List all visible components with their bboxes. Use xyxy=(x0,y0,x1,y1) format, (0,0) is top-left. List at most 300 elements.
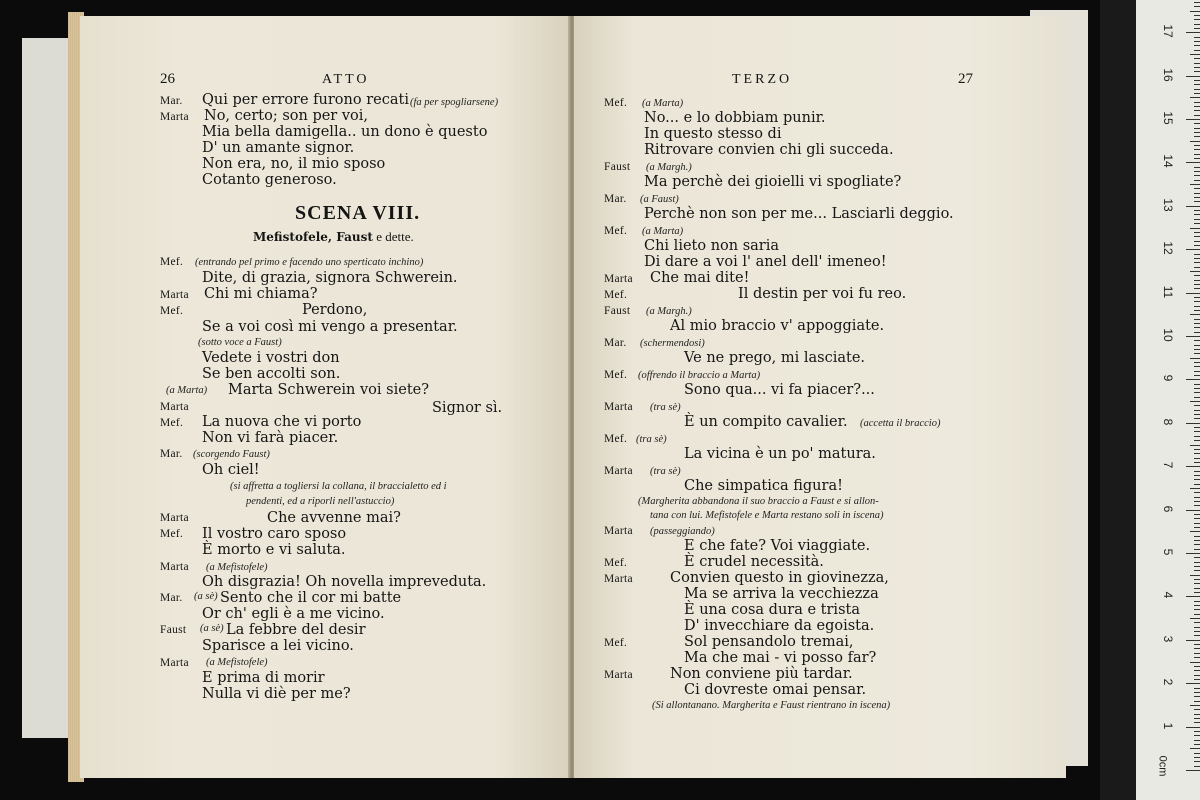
ruler-tick xyxy=(1190,531,1200,532)
ruler-tick xyxy=(1194,479,1200,480)
ruler-tick xyxy=(1194,41,1200,42)
ruler-tick xyxy=(1194,501,1200,502)
ruler-tick xyxy=(1194,605,1200,606)
verse-line: La nuova che vi porto xyxy=(202,414,362,430)
speaker: Marta xyxy=(160,512,189,524)
ruler-tick xyxy=(1194,648,1200,649)
ruler-tick xyxy=(1194,353,1200,354)
stage-direction: (Margherita abbandona il suo braccio a Faust e si allon- xyxy=(638,496,879,507)
verse-line: Nulla vi diè per me? xyxy=(202,686,351,702)
ruler-tick xyxy=(1194,149,1200,150)
ruler-tick xyxy=(1194,527,1200,528)
scene-character-names: Mefistofele, Faust xyxy=(253,230,373,244)
ruler-tick xyxy=(1194,167,1200,168)
stage-direction: tana con lui. Mefistofele e Marta restano soli in iscena) xyxy=(650,510,884,521)
ruler-tick xyxy=(1190,575,1200,576)
ruler-tick xyxy=(1186,596,1200,597)
speaker: Mar. xyxy=(604,337,627,349)
verse-line: Sparisce a lei vicino. xyxy=(202,638,354,654)
ruler-tick xyxy=(1194,366,1200,367)
stage-direction: (tra sè) xyxy=(650,402,681,413)
ruler-tick xyxy=(1194,484,1200,485)
measuring-ruler xyxy=(1136,0,1200,800)
ruler-tick xyxy=(1194,410,1200,411)
stage-direction: (tra sè) xyxy=(650,466,681,477)
ruler-tick xyxy=(1194,675,1200,676)
ruler-tick xyxy=(1194,80,1200,81)
ruler-tick xyxy=(1194,175,1200,176)
ruler-tick xyxy=(1194,171,1200,172)
ruler-tick xyxy=(1194,679,1200,680)
ruler-tick xyxy=(1194,214,1200,215)
verse-line: Oh ciel! xyxy=(202,462,260,478)
ruler-tick xyxy=(1194,392,1200,393)
verse-line: Di dare a voi l' anel dell' imeneo! xyxy=(644,254,887,270)
ruler-tick xyxy=(1194,670,1200,671)
left-page xyxy=(80,16,570,778)
ruler-tick xyxy=(1190,488,1200,489)
ruler-number: 14 xyxy=(1161,154,1175,169)
stage-direction: (a Mefistofele) xyxy=(206,657,268,668)
ruler-tick xyxy=(1194,418,1200,419)
ruler-tick xyxy=(1194,319,1200,320)
speaker: Mef. xyxy=(604,433,628,445)
right-page xyxy=(574,16,1066,778)
ruler-tick xyxy=(1194,340,1200,341)
ruler-tick xyxy=(1194,6,1200,7)
ruler-tick xyxy=(1194,241,1200,242)
ruler-tick xyxy=(1194,384,1200,385)
ruler-tick xyxy=(1186,466,1200,467)
ruler-number: 4 xyxy=(1161,592,1175,599)
scene-characters-rest: e dette. xyxy=(376,229,414,244)
ruler-tick xyxy=(1194,63,1200,64)
ruler-tick xyxy=(1194,154,1200,155)
verse-line: No... e lo dobbiam punir. xyxy=(644,110,826,126)
ruler-tick xyxy=(1194,566,1200,567)
verse-line: È una cosa dura e trista xyxy=(684,602,860,618)
verse-line: E che fate? Voi viaggiate. xyxy=(684,538,871,554)
speaker: Mef. xyxy=(604,289,628,301)
ruler-tick xyxy=(1194,497,1200,498)
verse-line: La vicina è un po' matura. xyxy=(684,446,876,462)
stage-direction: (a sè) xyxy=(194,591,218,602)
ruler-tick xyxy=(1190,705,1200,706)
verse-line: Ma se arriva la vecchiezza xyxy=(684,586,879,602)
verse-line: Che mai dite! xyxy=(650,270,750,286)
ruler-tick xyxy=(1190,358,1200,359)
ruler-tick xyxy=(1194,709,1200,710)
stage-direction: (Si allontanano. Margherita e Faust rientrano in iscena) xyxy=(652,700,891,711)
ruler-tick xyxy=(1186,683,1200,684)
ruler-tick xyxy=(1194,102,1200,103)
ruler-tick xyxy=(1186,249,1200,250)
speaker: Faust xyxy=(604,161,631,173)
ruler-tick xyxy=(1194,692,1200,693)
ruler-number: 7 xyxy=(1161,461,1175,469)
ruler-number: 10 xyxy=(1161,328,1175,342)
ruler-tick xyxy=(1194,536,1200,537)
ruler-tick xyxy=(1194,232,1200,233)
stage-direction: (offrendo il braccio a Marta) xyxy=(638,370,761,381)
ruler-tick xyxy=(1186,423,1200,424)
ruler-tick xyxy=(1194,323,1200,324)
verse-line: Sono qua... vi fa piacer?... xyxy=(684,382,875,398)
ruler-tick xyxy=(1194,761,1200,762)
ruler-tick xyxy=(1194,492,1200,493)
ruler-tick xyxy=(1194,549,1200,550)
ruler-tick xyxy=(1186,770,1200,771)
ruler-tick xyxy=(1194,609,1200,610)
verse-line: Che avvenne mai? xyxy=(267,510,401,526)
verse-line: Sol pensandolo tremai, xyxy=(684,634,854,650)
verse-line: Se a voi così mi vengo a presentar. xyxy=(202,319,458,335)
verse-line: Mia bella damigella.. un dono è questo xyxy=(202,124,488,140)
ruler-tick xyxy=(1194,301,1200,302)
ruler-tick xyxy=(1194,405,1200,406)
ruler-tick xyxy=(1194,280,1200,281)
ruler-tick xyxy=(1194,132,1200,133)
ruler-tick xyxy=(1194,2,1200,3)
ruler-tick xyxy=(1194,84,1200,85)
ruler-tick xyxy=(1194,362,1200,363)
stage-direction: (scorgendo Faust) xyxy=(193,449,270,460)
speaker: Marta xyxy=(604,525,633,537)
stage-direction: pendenti, ed a riporli nell'astuccio) xyxy=(246,496,395,507)
ruler-tick xyxy=(1194,518,1200,519)
ruler-tick xyxy=(1194,505,1200,506)
verse-line: È morto e vi saluta. xyxy=(202,542,346,558)
stage-direction: (fa per spogliarsene) xyxy=(410,97,499,108)
ruler-tick xyxy=(1194,332,1200,333)
stage-direction: (schermendosi) xyxy=(640,338,705,349)
ruler-tick xyxy=(1194,223,1200,224)
ruler-tick xyxy=(1194,588,1200,589)
stage-direction: (a Marta) xyxy=(166,385,208,396)
ruler-tick xyxy=(1194,601,1200,602)
ruler-tick xyxy=(1186,336,1200,337)
ruler-tick xyxy=(1194,197,1200,198)
ruler-tick xyxy=(1194,284,1200,285)
ruler-tick xyxy=(1186,32,1200,33)
ruler-tick xyxy=(1194,757,1200,758)
verse-line: No, certo; son per voi, xyxy=(204,108,369,124)
ruler-tick xyxy=(1186,553,1200,554)
verse-line: Ci dovreste omai pensar. xyxy=(684,682,867,698)
ruler-tick xyxy=(1194,145,1200,146)
speaker: Mef. xyxy=(604,97,628,109)
ruler-number: 17 xyxy=(1161,24,1175,38)
speaker: Mar. xyxy=(604,193,627,205)
verse-line: Signor sì. xyxy=(432,400,503,416)
speaker: Mef. xyxy=(604,557,628,569)
speaker: Mef. xyxy=(160,528,184,540)
ruler-tick xyxy=(1194,471,1200,472)
speaker: Mef. xyxy=(604,225,628,237)
ruler-tick xyxy=(1194,657,1200,658)
verse-line: Chi lieto non saria xyxy=(644,238,780,254)
ruler-tick xyxy=(1194,688,1200,689)
ruler-tick xyxy=(1190,748,1200,749)
stage-direction: (entrando pel primo e facendo uno sperticato inchino) xyxy=(195,257,424,268)
ruler-tick xyxy=(1194,106,1200,107)
stage-direction: (a Margh.) xyxy=(646,162,692,173)
ruler-tick xyxy=(1186,206,1200,207)
ruler-tick xyxy=(1190,97,1200,98)
ruler-tick xyxy=(1194,24,1200,25)
verse-line: Se ben accolti son. xyxy=(202,366,341,382)
ruler-tick xyxy=(1194,345,1200,346)
page-number: 27 xyxy=(958,71,973,87)
stage-direction: (a Marta) xyxy=(642,98,684,109)
verse-line: Ve ne prego, mi lasciate. xyxy=(684,350,866,366)
ruler-tick xyxy=(1194,644,1200,645)
speaker: Marta xyxy=(160,289,189,301)
ruler-tick xyxy=(1190,401,1200,402)
ruler-tick xyxy=(1194,740,1200,741)
ruler-tick xyxy=(1190,618,1200,619)
ruler-tick xyxy=(1194,562,1200,563)
verse-line: D' invecchiare da egoista. xyxy=(684,618,875,634)
ruler-tick xyxy=(1194,722,1200,723)
ruler-number: 13 xyxy=(1161,198,1175,212)
verse-line: Perdono, xyxy=(302,302,368,318)
ruler-tick xyxy=(1194,453,1200,454)
ruler-unit-label: 0cm xyxy=(1156,755,1169,777)
verse-line: È un compito cavalier. xyxy=(684,414,848,430)
scene-title: SCENA VIII. xyxy=(295,202,421,224)
verse-line: Il destin per voi fu reo. xyxy=(738,286,907,302)
ruler-tick xyxy=(1194,653,1200,654)
ruler-tick xyxy=(1194,67,1200,68)
speaker: Mar. xyxy=(160,448,183,460)
ruler-tick xyxy=(1194,753,1200,754)
ruler-tick xyxy=(1194,50,1200,51)
ruler-tick xyxy=(1190,662,1200,663)
ruler-number: 6 xyxy=(1161,505,1175,512)
ruler-number: 9 xyxy=(1161,375,1175,382)
verse-line: Al mio braccio v' appoggiate. xyxy=(670,318,885,334)
ruler-tick xyxy=(1190,314,1200,315)
ruler-tick xyxy=(1194,744,1200,745)
stage-direction: (tra sè) xyxy=(636,434,667,445)
ruler-tick xyxy=(1194,397,1200,398)
stage-direction: (a Mefistofele) xyxy=(206,562,268,573)
stage-direction: (a sè) xyxy=(200,623,224,634)
ruler-tick xyxy=(1190,141,1200,142)
ruler-tick xyxy=(1194,89,1200,90)
ruler-tick xyxy=(1194,267,1200,268)
ruler-tick xyxy=(1194,71,1200,72)
ruler-number: 11 xyxy=(1161,285,1175,298)
verse-line: Vedete i vostri don xyxy=(202,350,340,366)
ruler-tick xyxy=(1194,592,1200,593)
ruler-number: 5 xyxy=(1161,548,1175,556)
ruler-tick xyxy=(1194,15,1200,16)
speaker: Mef. xyxy=(160,256,184,268)
ruler-tick xyxy=(1194,462,1200,463)
speaker: Faust xyxy=(604,305,631,317)
ruler-tick xyxy=(1194,557,1200,558)
verse-line: È crudel necessità. xyxy=(684,554,824,570)
ruler-tick xyxy=(1194,449,1200,450)
ruler-tick xyxy=(1190,11,1200,12)
ruler-tick xyxy=(1194,180,1200,181)
speaker: Marta xyxy=(160,561,189,573)
ruler-tick xyxy=(1190,228,1200,229)
speaker: Mar. xyxy=(160,95,183,107)
verse-line: Non vi farà piacer. xyxy=(202,430,339,446)
ruler-tick xyxy=(1194,310,1200,311)
speaker: Mef. xyxy=(160,417,184,429)
verse-line: Or ch' egli è a me vicino. xyxy=(202,606,385,622)
ruler-tick xyxy=(1194,458,1200,459)
stage-direction: (si affretta a togliersi la collana, il braccialetto ed i xyxy=(230,481,447,492)
ruler-tick xyxy=(1194,583,1200,584)
ruler-number: 16 xyxy=(1161,67,1175,82)
ruler-tick xyxy=(1194,93,1200,94)
ruler-tick xyxy=(1194,19,1200,20)
ruler-tick xyxy=(1190,271,1200,272)
ruler-number: 15 xyxy=(1161,111,1175,125)
ruler-tick xyxy=(1190,184,1200,185)
ruler-tick xyxy=(1194,297,1200,298)
verse-line: Chi mi chiama? xyxy=(204,286,318,302)
ruler-tick xyxy=(1194,540,1200,541)
ruler-tick xyxy=(1194,635,1200,636)
ruler-tick xyxy=(1186,293,1200,294)
verse-line: Dite, di grazia, signora Schwerein. xyxy=(202,270,458,286)
ruler-tick xyxy=(1194,475,1200,476)
ruler-tick xyxy=(1194,58,1200,59)
ruler-tick xyxy=(1194,210,1200,211)
ruler-tick xyxy=(1186,640,1200,641)
ruler-tick xyxy=(1186,119,1200,120)
verse-line: Che simpatica figura! xyxy=(684,478,843,494)
speaker: Faust xyxy=(160,624,187,636)
ruler-number: 1 xyxy=(1161,722,1175,729)
verse-line: Ritrovare convien chi gli succeda. xyxy=(644,142,894,158)
verse-line: Non conviene più tardar. xyxy=(670,666,853,682)
ruler-tick xyxy=(1194,193,1200,194)
ruler-number: 2 xyxy=(1161,678,1175,686)
ruler-tick xyxy=(1194,666,1200,667)
verse-line: Oh disgrazia! Oh novella impreveduta. xyxy=(202,574,487,590)
speaker: Mef. xyxy=(604,369,628,381)
ruler-number: 8 xyxy=(1161,418,1175,426)
ruler-tick xyxy=(1194,45,1200,46)
ruler-tick xyxy=(1194,440,1200,441)
ruler-tick xyxy=(1194,622,1200,623)
ruler-tick xyxy=(1194,136,1200,137)
ruler-tick xyxy=(1194,570,1200,571)
ruler-tick xyxy=(1186,727,1200,728)
verse-line: Cotanto generoso. xyxy=(202,172,337,188)
verse-line: Qui per errore furono recati xyxy=(202,92,409,108)
speaker: Mef. xyxy=(160,305,184,317)
ruler-tick xyxy=(1194,523,1200,524)
ruler-tick xyxy=(1194,349,1200,350)
speaker: Marta xyxy=(604,273,633,285)
ruler-tick xyxy=(1190,445,1200,446)
ruler-tick xyxy=(1194,696,1200,697)
ruler-tick xyxy=(1194,262,1200,263)
verse-line: In questo stesso di xyxy=(644,126,782,142)
ruler-tick xyxy=(1194,37,1200,38)
ruler-tick xyxy=(1194,718,1200,719)
stage-direction: (sotto voce a Faust) xyxy=(198,337,282,348)
ruler-tick xyxy=(1194,631,1200,632)
stage-direction: (passeggiando) xyxy=(650,526,715,537)
running-header: TERZO xyxy=(732,72,793,87)
stage-direction: (a Marta) xyxy=(642,226,684,237)
ruler-tick xyxy=(1194,436,1200,437)
ruler-tick xyxy=(1194,371,1200,372)
verse-line: Sento che il cor mi batte xyxy=(220,590,402,606)
ruler-tick xyxy=(1194,701,1200,702)
stage-direction: (a Margh.) xyxy=(646,306,692,317)
ruler-tick xyxy=(1194,219,1200,220)
ruler-tick xyxy=(1194,327,1200,328)
ruler-tick xyxy=(1194,158,1200,159)
verse-line: Ma perchè dei gioielli vi spogliate? xyxy=(644,174,902,190)
verse-line: Non era, no, il mio sposo xyxy=(202,156,386,172)
ruler-tick xyxy=(1186,379,1200,380)
speaker: Marta xyxy=(160,401,189,413)
ruler-tick xyxy=(1194,544,1200,545)
ruler-tick xyxy=(1194,288,1200,289)
ruler-tick xyxy=(1194,254,1200,255)
ruler-tick xyxy=(1194,388,1200,389)
ruler-number: 3 xyxy=(1161,635,1175,643)
speaker: Mef. xyxy=(604,637,628,649)
ruler-tick xyxy=(1194,375,1200,376)
verse-line: La febbre del desir xyxy=(226,622,366,638)
ruler-tick xyxy=(1186,162,1200,163)
stage-direction: (accetta il braccio) xyxy=(860,418,941,429)
verse-line: Convien questo in giovinezza, xyxy=(670,570,889,586)
ruler-tick xyxy=(1194,427,1200,428)
ruler-tick xyxy=(1194,714,1200,715)
ruler-tick xyxy=(1186,510,1200,511)
open-book xyxy=(68,12,1066,782)
speaker: Marta xyxy=(604,465,633,477)
ruler-tick xyxy=(1194,579,1200,580)
ruler-tick xyxy=(1194,115,1200,116)
ruler-tick xyxy=(1194,236,1200,237)
ruler-tick xyxy=(1194,614,1200,615)
speaker: Marta xyxy=(160,657,189,669)
ruler-tick xyxy=(1194,514,1200,515)
stage-direction: (a Faust) xyxy=(640,194,679,205)
running-header: ATTO xyxy=(322,72,370,87)
speaker: Mar. xyxy=(160,592,183,604)
ruler-tick xyxy=(1190,54,1200,55)
ruler-tick xyxy=(1194,28,1200,29)
speaker: Marta xyxy=(604,401,633,413)
verse-line: Ma che mai - vi posso far? xyxy=(684,650,877,666)
verse-line: Perchè non son per me... Lasciarli deggio. xyxy=(644,206,954,222)
scene-characters xyxy=(253,229,414,245)
speaker: Marta xyxy=(604,669,633,681)
ruler-tick xyxy=(1186,76,1200,77)
verse-line: Il vostro caro sposo xyxy=(202,526,347,542)
ruler-tick xyxy=(1194,735,1200,736)
ruler-tick xyxy=(1194,245,1200,246)
ruler-tick xyxy=(1194,627,1200,628)
ruler-tick xyxy=(1194,201,1200,202)
ruler-tick xyxy=(1194,123,1200,124)
